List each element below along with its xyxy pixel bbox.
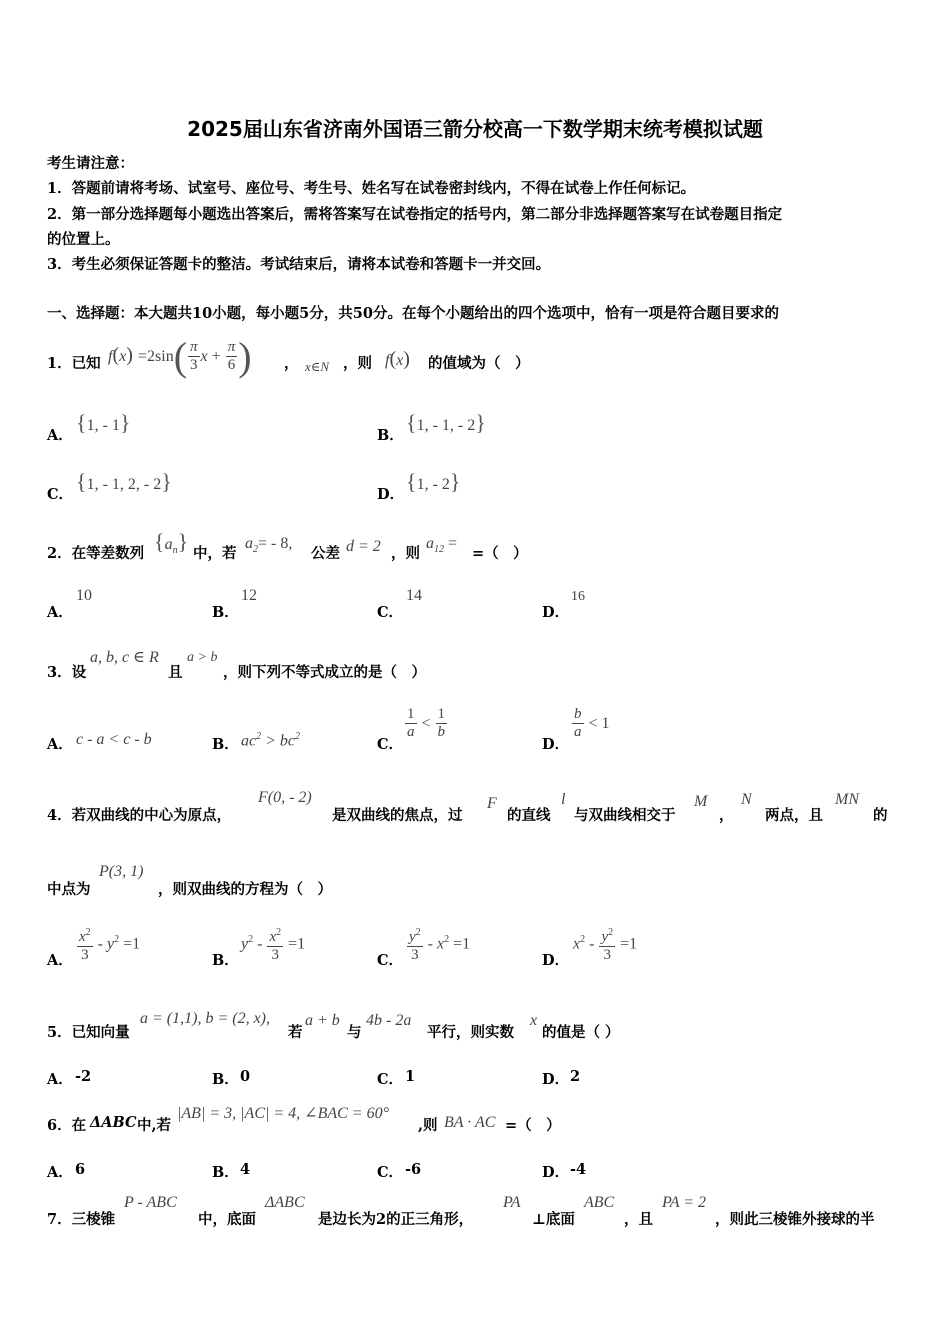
q2-d: d = 2 — [346, 538, 381, 555]
q5-option-c[interactable]: 1 — [405, 1068, 416, 1085]
q3-text-1: 且 — [168, 664, 183, 681]
q5-text-2: 与 — [347, 1024, 362, 1041]
q4-F: F — [487, 795, 497, 812]
q4-text-4: 两点，且 — [765, 807, 823, 824]
q7-text-1: 中，底面 — [198, 1211, 256, 1228]
q3-option-c-label[interactable]: C． — [377, 736, 404, 753]
q5-option-a[interactable]: -2 — [75, 1068, 92, 1085]
q2-stem: 2．在等差数列 — [47, 545, 145, 562]
q5-x: x — [530, 1012, 538, 1029]
q5-option-a-label[interactable]: A． — [47, 1071, 73, 1088]
q3-option-b[interactable]: $ac^2 > bc^2$ — [241, 731, 301, 750]
q3-option-d-label[interactable]: D． — [542, 736, 570, 753]
notice-heading: 考生请注意： — [47, 155, 134, 172]
q4-option-c-label[interactable]: C． — [377, 952, 404, 969]
q4-option-c[interactable]: $\frac{y^2}{3}$ - $x^2 =1$ — [406, 924, 470, 964]
q1-stem — [47, 352, 101, 373]
q4-M: M — [694, 793, 708, 810]
q1-sep: ， — [284, 355, 299, 372]
q5-option-c-label[interactable]: C． — [377, 1071, 404, 1088]
q2-option-a-label[interactable]: A． — [47, 604, 73, 621]
notice-item-3: 3．考生必须保证答题卡的整洁。考试结束后，请将本试卷和答题卡一并交回。 — [47, 256, 551, 273]
q2-text-2: 公差 — [311, 545, 340, 562]
q6-option-a[interactable]: 6 — [75, 1161, 86, 1178]
q4-option-d-label[interactable]: D． — [542, 952, 570, 969]
q7-base: ABC — [584, 1194, 615, 1211]
q6-option-b[interactable]: 4 — [240, 1161, 251, 1178]
q2-option-d-label[interactable]: D． — [542, 604, 570, 621]
q4-focus: F(0, - 2) — [258, 789, 312, 806]
q1-fx: f(x) — [385, 348, 410, 370]
q5-stem: 5．已知向量 — [47, 1024, 130, 1041]
q1-option-c-label[interactable]: C． — [47, 486, 74, 503]
q3-option-c[interactable]: $\frac{1}{a}$ < $\frac{1}{b}$ — [407, 706, 446, 740]
q4-line2-text-1: 中点为 — [47, 881, 91, 898]
q1-then: ，则 — [343, 355, 372, 372]
q5-vectors: a = (1,1), b = (2, x), — [140, 1010, 271, 1027]
q3-question: ，则下列不等式成立的是（ ） — [223, 664, 426, 681]
q2-text-1: 中，若 — [193, 545, 237, 562]
q6-text-2: ,则 — [418, 1117, 438, 1134]
q5-combo: 4b - 2a — [366, 1012, 412, 1029]
q4-option-b-label[interactable]: B． — [212, 952, 239, 969]
q4-question: ，则双曲线的方程为（ ） — [158, 881, 332, 898]
q2-option-c[interactable]: 14 — [406, 587, 422, 604]
notice-item-2: 2．第一部分选择题每小题选出答案后，需将答案写在试卷指定的括号内，第二部分非选择题答案写在试卷题目指定 — [47, 206, 783, 223]
q4-MN: MN — [835, 791, 859, 808]
q2-a2: $a_2= - 8$, — [245, 535, 293, 556]
q5-option-d-label[interactable]: D． — [542, 1071, 570, 1088]
q5-option-b[interactable]: 0 — [240, 1068, 251, 1085]
q7-text-4: ，且 — [624, 1211, 653, 1228]
q2-option-b[interactable]: 12 — [241, 587, 257, 604]
q5-text-3: 平行，则实数 — [427, 1024, 514, 1041]
q4-text-5: 的 — [873, 807, 888, 824]
q4-text-2: 的直线 — [507, 807, 551, 824]
q7-pa: PA — [503, 1194, 521, 1211]
q2-sequence: $\{a_n\}$ — [154, 529, 189, 557]
q4-midpoint: P(3, 1) — [99, 863, 144, 880]
section-heading: 一、选择题：本大题共10小题，每小题5分，共50分。在每个小题给出的四个选项中，恰有一项是符合题目要求的 — [47, 305, 779, 322]
exam-title: 2025届山东省济南外国语三箭分校高一下数学期末统考模拟试题 — [187, 117, 763, 141]
q6-text-1: 中,若 — [137, 1117, 172, 1134]
q2-question: =（ ） — [472, 545, 528, 562]
q6-option-c-label[interactable]: C． — [377, 1164, 404, 1181]
q4-text-3: 与双曲线相交于 — [574, 807, 676, 824]
q2-text-3: ，则 — [391, 545, 420, 562]
q1-function: f(x) =2sin( $\frac{\pi}{3}$ x + $\frac{\pi}{6}$ ) — [108, 334, 252, 379]
q5-question: 的值是（ ） — [542, 1024, 620, 1041]
q1-option-b[interactable]: {1, - 1, - 2} — [406, 410, 486, 435]
q6-option-d[interactable]: -4 — [570, 1161, 587, 1178]
q1-option-d[interactable]: {1, - 2} — [406, 469, 461, 494]
q6-stem: 6．在 — [47, 1117, 87, 1134]
q5-option-b-label[interactable]: B． — [212, 1071, 239, 1088]
q4-option-a[interactable]: $\frac{x^2}{3}$ - $y^2 =1$ — [76, 924, 140, 964]
q6-option-a-label[interactable]: A． — [47, 1164, 73, 1181]
q1-option-b-label[interactable]: B． — [377, 427, 404, 444]
q7-text-3: ⊥底面 — [532, 1211, 575, 1228]
q4-N: N — [741, 791, 752, 808]
q3-option-d[interactable]: $\frac{b}{a}$ < 1 — [574, 706, 610, 740]
q6-triangle: ΔABC — [90, 1114, 137, 1131]
q2-option-a[interactable]: 10 — [76, 587, 92, 604]
q6-condition: |AB| = 3, |AC| = 4, ∠BAC = 60° — [177, 1105, 389, 1122]
q3-condition-2: a > b — [187, 650, 218, 665]
q7-triangle: ΔABC — [265, 1194, 305, 1211]
q1-question: 的值域为（ ） — [428, 355, 530, 372]
q6-option-d-label[interactable]: D． — [542, 1164, 570, 1181]
q1-domain: x∈N — [305, 359, 330, 374]
notice-item-1: 1．答题前请将考场、试室号、座位号、考生号、姓名写在试卷密封线内，不得在试卷上作任何标记。 — [47, 180, 696, 197]
q4-option-a-label[interactable]: A． — [47, 952, 73, 969]
q6-dot-product: BA · AC — [444, 1114, 496, 1131]
q6-option-c[interactable]: -6 — [405, 1161, 422, 1178]
q4-comma: ， — [719, 807, 734, 824]
q4-stem: 4．若双曲线的中心为原点， — [47, 807, 232, 824]
q3-condition-1: a, b, c ∈ R — [90, 649, 159, 666]
q1-number: 1．已知 — [47, 355, 101, 372]
q7-stem: 7．三棱锥 — [47, 1211, 116, 1228]
q2-option-c-label[interactable]: C． — [377, 604, 404, 621]
q2-a12: $a_{12}$ = — [426, 535, 458, 556]
q1-option-a-label[interactable]: A． — [47, 427, 73, 444]
notice-item-2-cont: 的位置上。 — [47, 231, 120, 248]
q2-option-b-label[interactable]: B． — [212, 604, 239, 621]
q3-stem: 3．设 — [47, 664, 87, 681]
q1-option-a[interactable]: {1, - 1} — [76, 410, 131, 435]
q7-pyramid: P - ABC — [124, 1194, 177, 1211]
q7-text-5: ，则此三棱锥外接球的半 — [715, 1211, 875, 1228]
q1-option-d-label[interactable]: D． — [377, 486, 405, 503]
q4-option-d[interactable]: $x^2$ - $\frac{y^2}{3}$ =1 — [573, 924, 637, 964]
q6-question: =（ ） — [505, 1117, 561, 1134]
q5-sum: a + b — [305, 1012, 340, 1029]
q3-option-a[interactable]: c - a < c - b — [76, 731, 152, 748]
q1-option-c[interactable]: {1, - 1, 2, - 2} — [76, 469, 172, 494]
q7-text-2: 是边长为2的正三角形， — [318, 1211, 474, 1228]
q4-text-1: 是双曲线的焦点，过 — [332, 807, 463, 824]
q4-option-b[interactable]: $y^2$ - $\frac{x^2}{3}$ =1 — [241, 924, 305, 964]
q7-pa-length: PA = 2 — [662, 1194, 706, 1211]
q4-l: l — [561, 791, 566, 808]
q3-option-b-label[interactable]: B． — [212, 736, 239, 753]
q2-option-d[interactable]: 16 — [571, 589, 585, 604]
q6-option-b-label[interactable]: B． — [212, 1164, 239, 1181]
q5-text-1: 若 — [288, 1024, 303, 1041]
q3-option-a-label[interactable]: A． — [47, 736, 73, 753]
q5-option-d[interactable]: 2 — [570, 1068, 581, 1085]
